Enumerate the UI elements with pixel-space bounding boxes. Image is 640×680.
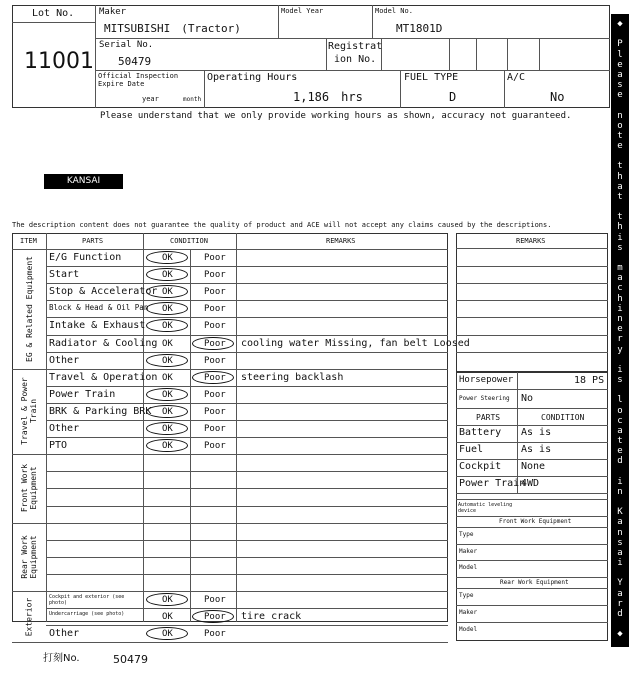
ok-option: OK [162, 424, 173, 434]
registration-label-2: ion No. [334, 54, 377, 65]
poor-option: Poor [204, 321, 226, 332]
spec-part-value: As is [521, 444, 552, 455]
spec-part-name: Cockpit [459, 461, 502, 472]
serial-label: Serial No. [99, 40, 154, 50]
rear-work-header: Rear Work Equipment [500, 579, 569, 586]
remarks-header: REMARKS [326, 237, 356, 245]
selected-condition-circle [146, 439, 188, 452]
poor-option: Poor [204, 338, 226, 349]
lot-number: 11001 [24, 49, 94, 74]
item-group-label: Rear Work Equipment [20, 535, 39, 579]
ok-option: OK [162, 441, 173, 452]
power-steering-label: Power Steering [459, 395, 510, 402]
selected-condition-circle [146, 388, 188, 401]
selected-condition-circle [146, 422, 188, 435]
part-name: Power Train [49, 388, 116, 400]
part-name: Other [49, 423, 80, 434]
power-steering-value: No [521, 393, 534, 404]
item-group-label: Travel & Power Train [20, 377, 38, 446]
rear-model-label: Model [459, 626, 478, 633]
horsepower-value: 18 PS [574, 375, 605, 386]
front-work-header: Front Work Equipment [499, 518, 572, 525]
poor-option: Poor [204, 304, 226, 315]
remark-text: steering backlash [241, 371, 344, 383]
item-header: ITEM [20, 237, 37, 245]
spec-part-value: None [521, 461, 546, 472]
selected-condition-circle [146, 627, 188, 640]
month-label: month [183, 96, 202, 103]
ok-option: OK [162, 372, 173, 383]
fuel-label: FUEL TYPE [404, 72, 459, 83]
part-name: Start [49, 269, 80, 281]
ok-option: OK [162, 304, 173, 315]
fuel-value: D [449, 90, 457, 104]
remark-text: cooling water Missing, fan belt Loosed [241, 337, 470, 349]
part-name: Radiator & Cooling [49, 337, 158, 349]
part-name: Other [49, 628, 80, 640]
side-banner [611, 14, 629, 647]
front-type-label: Type [459, 531, 474, 538]
poor-option: Poor [204, 287, 226, 298]
selected-condition-circle [192, 371, 234, 384]
ok-option: OK [162, 321, 173, 332]
condition-header: CONDITION [170, 237, 208, 245]
front-model-label: Model [459, 564, 478, 571]
poor-option: Poor [204, 372, 226, 383]
hours-notice: Please understand that we only provide working hours as shown, accuracy not guaranteed. [100, 111, 572, 121]
part-name: Undercarriage (see photo) [49, 611, 125, 618]
registration-label-1: Registrat [328, 41, 383, 52]
spec-part-name: Power Train [459, 478, 526, 489]
part-name: Other [49, 354, 80, 366]
hours-value: 1,186 hrs [293, 90, 363, 104]
ok-option: OK [162, 389, 173, 400]
model-no-label: Model No. [375, 7, 413, 15]
model-no-value: MT1801D [396, 22, 443, 35]
selected-condition-circle [146, 354, 188, 367]
selected-condition-circle [192, 610, 234, 623]
item-group-label: Exterior [24, 597, 34, 636]
serial-value: 50479 [118, 55, 152, 68]
part-name: BRK & Parking BRK [49, 405, 152, 417]
location-badge: KANSAI [44, 174, 123, 189]
part-name: Travel & Operation [49, 371, 158, 383]
part-name: Block & Head & Oil Pan [49, 303, 149, 313]
poor-option: Poor [204, 441, 226, 452]
stamp-value: 50479 [113, 653, 148, 666]
ok-option: OK [162, 287, 173, 298]
rear-maker-label: Maker [459, 609, 478, 616]
ok-option: OK [162, 355, 173, 366]
poor-option: Poor [204, 389, 226, 400]
maker-label: Maker [99, 7, 127, 17]
specs-parts-header: PARTS [476, 413, 501, 422]
poor-option: Poor [204, 406, 226, 417]
poor-option: Poor [204, 253, 226, 263]
lot-label: Lot No. [32, 8, 75, 19]
spec-part-name: Battery [459, 427, 502, 438]
ok-option: OK [162, 612, 173, 623]
ok-option: OK [162, 270, 173, 281]
right-remarks-header: REMARKS [516, 237, 546, 245]
selected-condition-circle [192, 337, 234, 350]
auto-leveling-label: Automatic leveling device [458, 502, 513, 514]
maker-value: MITSUBISHI (Tractor) [104, 22, 241, 35]
ok-option: OK [162, 629, 173, 640]
disclaimer: The description content does not guarantee the quality of product and ACE will not accept any claims caused by the descriptions. [12, 221, 552, 229]
ac-label: A/C [507, 72, 526, 83]
rear-type-label: Type [459, 592, 474, 599]
inspection-label-1: Official Inspection [98, 72, 179, 80]
selected-condition-circle [146, 405, 188, 418]
poor-option: Poor [204, 595, 226, 605]
part-name: E/G Function [49, 252, 122, 263]
poor-option: Poor [204, 629, 226, 640]
ac-value: No [550, 90, 565, 104]
side-banner-text: ◆ P l e a s e n o t e t h a t t h i s m a c h i n e r y i s l o c a t e d i n K a n s a i Y a r d ◆ [617, 19, 623, 640]
front-maker-label: Maker [459, 548, 478, 555]
item-group-label: EG & Related Equipment [24, 255, 34, 362]
inspection-label-2: Expire Date [98, 80, 145, 88]
part-name: Stop & Accelerator [49, 286, 158, 298]
poor-option: Poor [204, 424, 226, 434]
spec-part-value: As is [521, 427, 552, 438]
selected-condition-circle [146, 593, 188, 606]
poor-option: Poor [204, 270, 226, 281]
poor-option: Poor [204, 355, 226, 366]
stamp-label: 打刻No. [43, 653, 80, 664]
spec-part-value: 4WD [521, 478, 540, 489]
ok-option: OK [162, 406, 173, 417]
horsepower-label: Horsepower [459, 375, 514, 385]
spec-part-name: Fuel [459, 444, 484, 455]
part-name: PTO [49, 440, 68, 452]
part-name: Cockpit and exterior (see photo) [49, 594, 125, 606]
hours-label: Operating Hours [207, 72, 298, 83]
ok-option: OK [162, 338, 173, 349]
part-name: Intake & Exhaust [49, 320, 146, 332]
ok-option: OK [162, 595, 173, 605]
ok-option: OK [162, 253, 173, 263]
specs-condition-header: CONDITION [541, 413, 585, 422]
selected-condition-circle [146, 268, 188, 281]
parts-header: PARTS [82, 237, 104, 245]
item-group-label: Front Work Equipment [20, 464, 39, 513]
model-year-label: Model Year [281, 7, 324, 15]
year-label: year [142, 95, 159, 103]
remark-text: tire crack [241, 611, 302, 623]
selected-condition-circle [146, 251, 188, 264]
poor-option: Poor [204, 612, 226, 623]
